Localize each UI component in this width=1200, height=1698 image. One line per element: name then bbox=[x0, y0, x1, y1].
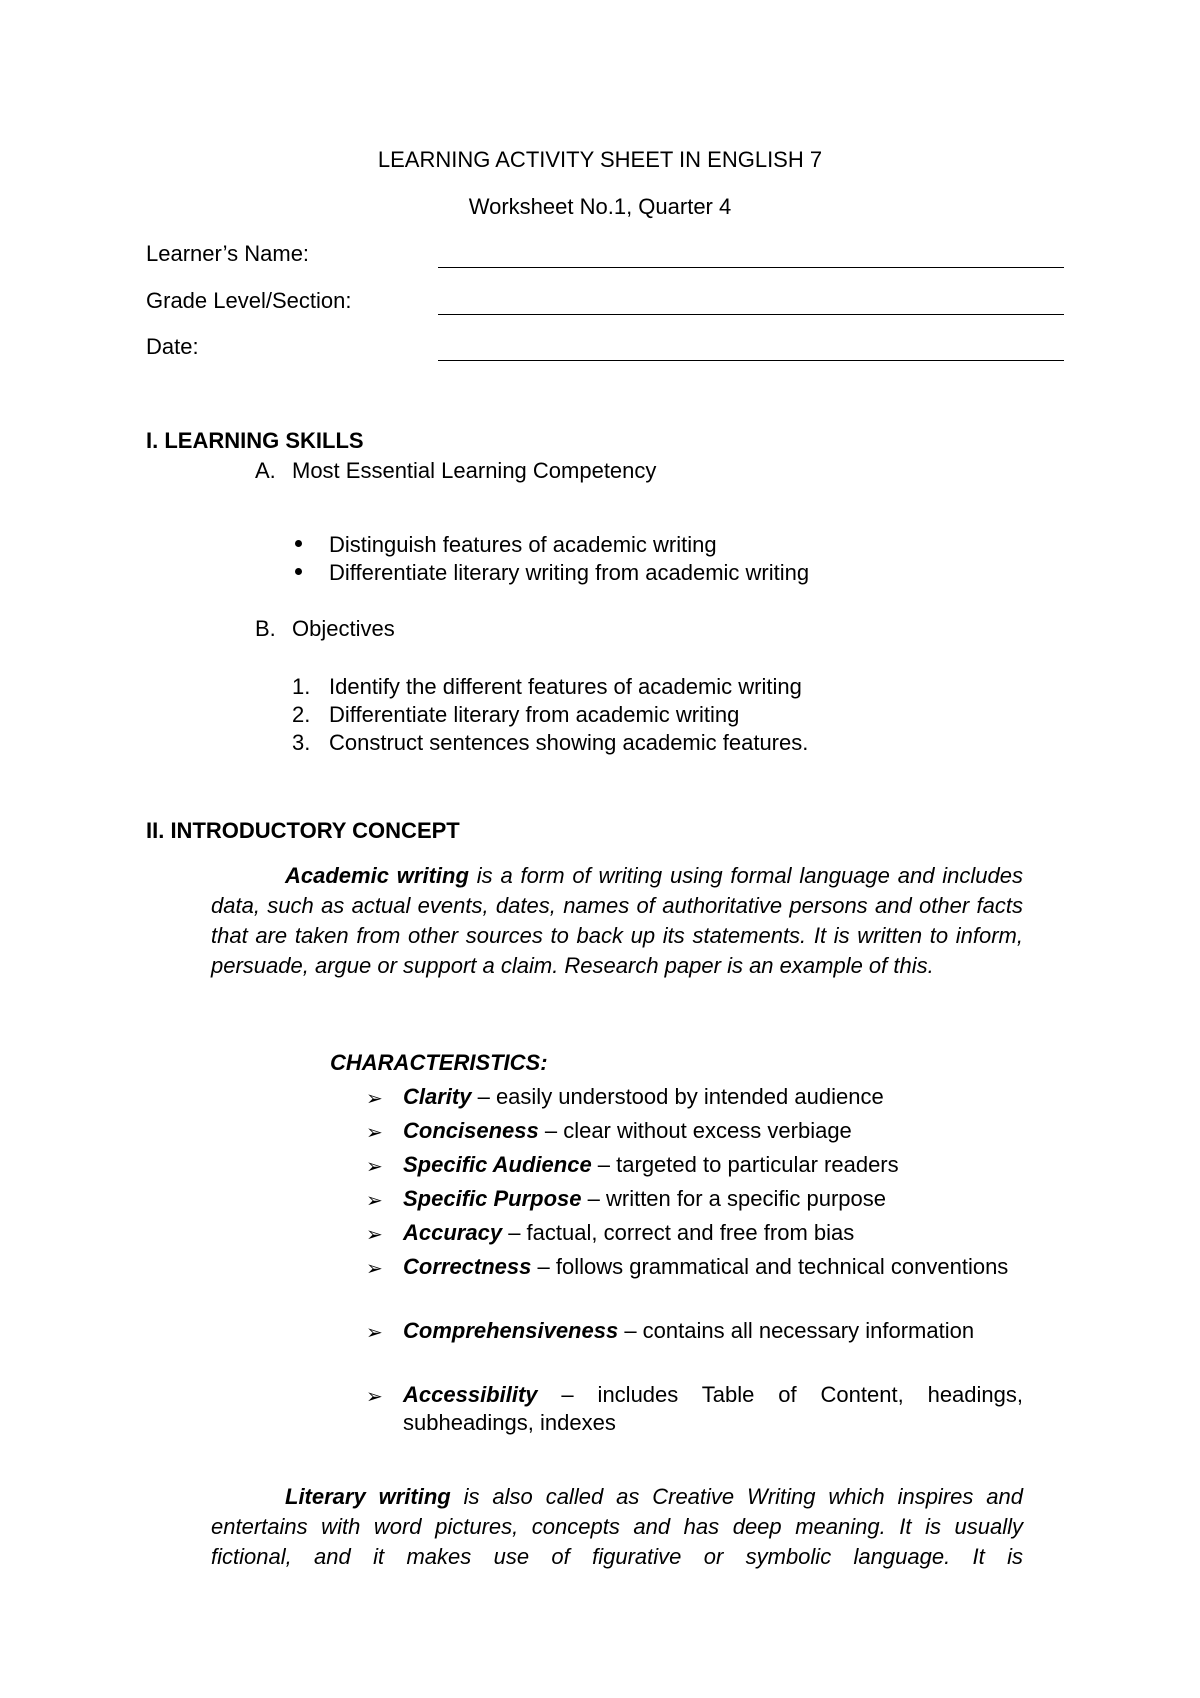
arrow-bullet-icon: ➢ bbox=[366, 1386, 383, 1408]
competency-item: Differentiate literary writing from academic writing bbox=[329, 560, 810, 585]
characteristic-item bbox=[403, 1317, 1023, 1345]
characteristic-term: Comprehensiveness bbox=[403, 1318, 619, 1343]
section-heading-learning-skills: I. LEARNING SKILLS bbox=[146, 428, 364, 453]
characteristic-term: Accessibility bbox=[403, 1382, 538, 1407]
characteristic-item bbox=[403, 1185, 1023, 1213]
characteristic-desc: – easily understood by intended audience bbox=[471, 1084, 884, 1109]
arrow-bullet-icon: ➢ bbox=[366, 1224, 383, 1246]
grade-section-label: Grade Level/Section: bbox=[146, 288, 352, 313]
characteristic-item bbox=[403, 1151, 1023, 1179]
grade-section-blank[interactable] bbox=[438, 314, 1064, 315]
literary-writing-paragraph bbox=[211, 1482, 1023, 1572]
arrow-bullet-icon: ➢ bbox=[366, 1190, 383, 1212]
arrow-bullet-icon: ➢ bbox=[366, 1258, 383, 1280]
characteristic-desc: – contains all necessary information bbox=[618, 1318, 975, 1343]
characteristic-term: Specific Audience bbox=[403, 1152, 592, 1177]
academic-writing-paragraph bbox=[211, 861, 1023, 981]
characteristic-item bbox=[403, 1253, 1023, 1281]
academic-writing-definition: is a form of writing using formal language and includes data, such as actual events, dates, names of authoritative persons and other facts that are taken from other sources to back up its statements. It is written to inform, persuade, argue or support a claim. Research paper is an example of this. bbox=[211, 863, 1024, 978]
characteristic-item bbox=[403, 1117, 1023, 1145]
characteristics-heading: CHARACTERISTICS: bbox=[330, 1050, 548, 1075]
section-heading-introductory-concept: II. INTRODUCTORY CONCEPT bbox=[146, 818, 460, 843]
bullet-dot-icon bbox=[295, 540, 302, 547]
characteristic-item bbox=[403, 1381, 1023, 1437]
academic-writing-term: Academic writing bbox=[285, 863, 469, 888]
bullet-dot-icon bbox=[295, 568, 302, 575]
characteristic-term: Conciseness bbox=[403, 1118, 539, 1143]
characteristic-term: Accuracy bbox=[403, 1220, 503, 1245]
characteristic-desc: – written for a specific purpose bbox=[581, 1186, 886, 1211]
characteristic-item bbox=[403, 1219, 1023, 1247]
characteristic-desc: – clear without excess verbiage bbox=[538, 1118, 852, 1143]
characteristic-desc: – factual, correct and free from bias bbox=[502, 1220, 855, 1245]
worksheet-subtitle: Worksheet No.1, Quarter 4 bbox=[468, 194, 732, 219]
competency-item: Distinguish features of academic writing bbox=[329, 532, 717, 557]
objective-item: Construct sentences showing academic features. bbox=[329, 730, 809, 755]
characteristic-term: Specific Purpose bbox=[403, 1186, 582, 1211]
objective-number: 3. bbox=[292, 730, 311, 755]
arrow-bullet-icon: ➢ bbox=[366, 1088, 383, 1110]
characteristic-term: Clarity bbox=[403, 1084, 472, 1109]
learner-name-label: Learner’s Name: bbox=[146, 241, 310, 266]
arrow-bullet-icon: ➢ bbox=[366, 1156, 383, 1178]
date-blank[interactable] bbox=[438, 360, 1064, 361]
characteristic-desc: – includes Table of Content, headings, subheadings, indexes bbox=[403, 1382, 1023, 1435]
objective-item: Differentiate literary from academic writing bbox=[329, 702, 740, 727]
date-label: Date: bbox=[146, 334, 199, 359]
subsection-marker-b: B. bbox=[255, 616, 276, 641]
subsection-label-objectives: Objectives bbox=[292, 616, 395, 641]
objective-number: 2. bbox=[292, 702, 311, 727]
literary-writing-definition: is also called as Creative Writing which inspires and entertains with word pictures, concepts and has deep meaning. It is usually fictional, and it makes use of figurative or symbolic language. It is bbox=[211, 1484, 1023, 1569]
subsection-label-competency: Most Essential Learning Competency bbox=[292, 458, 657, 483]
arrow-bullet-icon: ➢ bbox=[366, 1322, 383, 1344]
characteristic-desc: – targeted to particular readers bbox=[591, 1152, 899, 1177]
learner-name-blank[interactable] bbox=[438, 267, 1064, 268]
characteristic-item bbox=[403, 1083, 1023, 1111]
page-title: LEARNING ACTIVITY SHEET IN ENGLISH 7 bbox=[377, 147, 823, 172]
characteristic-term: Correctness bbox=[403, 1254, 532, 1279]
arrow-bullet-icon: ➢ bbox=[366, 1122, 383, 1144]
objective-item: Identify the different features of academic writing bbox=[329, 674, 802, 699]
objective-number: 1. bbox=[292, 674, 311, 699]
literary-writing-term: Literary writing bbox=[285, 1484, 451, 1509]
subsection-marker-a: A. bbox=[255, 458, 276, 483]
characteristic-desc: – follows grammatical and technical conventions bbox=[531, 1254, 1009, 1279]
